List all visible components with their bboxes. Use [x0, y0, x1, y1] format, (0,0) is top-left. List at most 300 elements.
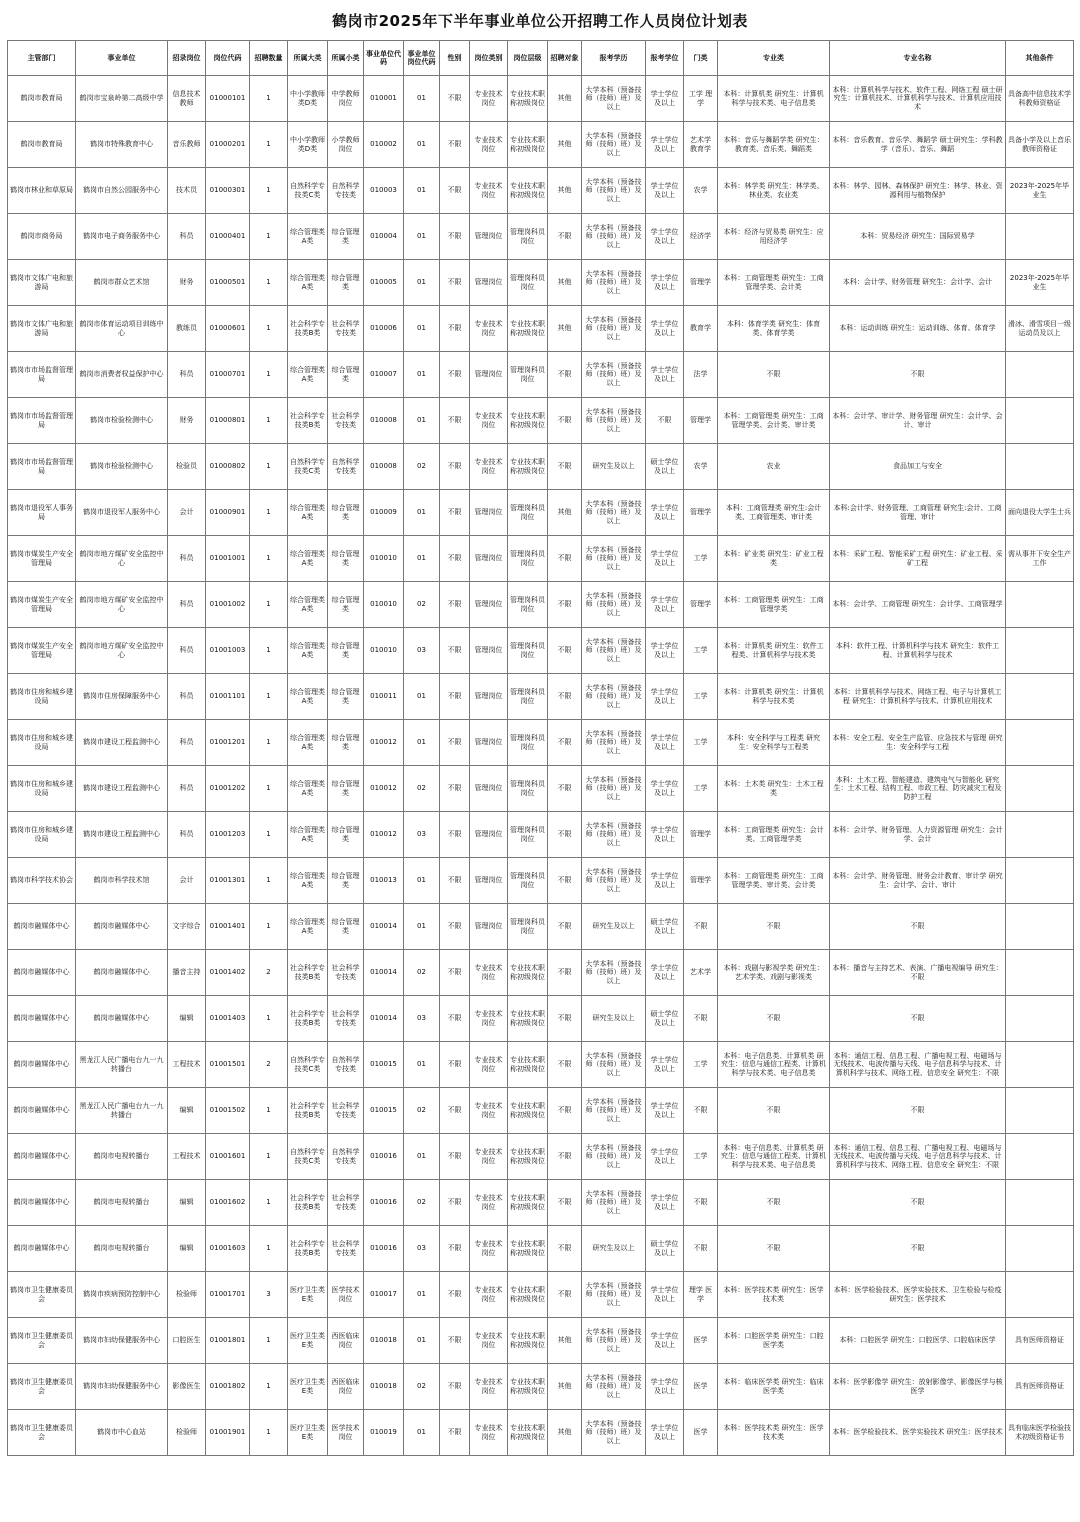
cell-target: 不限	[548, 674, 582, 720]
cell-education: 研究生及以上	[582, 996, 646, 1042]
cell-minor-category: 综合管理类	[328, 214, 364, 260]
cell-count: 1	[250, 996, 288, 1042]
cell-dept: 鹤岗市融媒体中心	[8, 1134, 76, 1180]
cell-discipline: 艺术学	[684, 950, 718, 996]
cell-gender: 不限	[440, 1272, 470, 1318]
cell-post-code: 01001001	[206, 536, 250, 582]
cell-post-code: 01000401	[206, 214, 250, 260]
cell-discipline: 农学	[684, 444, 718, 490]
cell-minor-category: 西医临床岗位	[328, 1364, 364, 1410]
cell-education: 大学本科（预备技师（技师）班）及以上	[582, 674, 646, 720]
cell-post-level: 专业技术职称初级岗位	[508, 1410, 548, 1456]
cell-gender: 不限	[440, 1410, 470, 1456]
cell-major-category: 综合管理类A类	[288, 260, 328, 306]
cell-education: 大学本科（预备技师（技师）班）及以上	[582, 1134, 646, 1180]
cell-post-type: 管理岗位	[470, 904, 508, 950]
cell-post-code: 01001901	[206, 1410, 250, 1456]
cell-major-class: 本科：工商管理类 研究生：工商管理学类、会计类	[718, 260, 830, 306]
cell-major-name: 本科：土木工程、智能建造、建筑电气与智能化 研究生：土木工程、结构工程、市政工程、防灾减灾工程及防护工程	[830, 766, 1006, 812]
cell-discipline: 工学	[684, 674, 718, 720]
cell-count: 1	[250, 398, 288, 444]
table-row	[8, 766, 1074, 812]
cell-minor-category: 综合管理类	[328, 628, 364, 674]
cell-other	[1006, 950, 1074, 996]
cell-dept: 鹤岗市文体广电和旅游局	[8, 260, 76, 306]
table-row	[8, 812, 1074, 858]
cell-target: 不限	[548, 1134, 582, 1180]
cell-target: 不限	[548, 1272, 582, 1318]
cell-degree: 学士学位及以上	[646, 1042, 684, 1088]
cell-gender: 不限	[440, 168, 470, 214]
cell-target: 其他	[548, 260, 582, 306]
cell-major-class: 本科：口腔医学类 研究生：口腔医学类	[718, 1318, 830, 1364]
cell-minor-category: 综合管理类	[328, 490, 364, 536]
cell-post-code: 01001603	[206, 1226, 250, 1272]
cell-count: 1	[250, 720, 288, 766]
cell-post: 检验师	[168, 1272, 206, 1318]
cell-major-name: 本科：会计学、审计学、财务管理 研究生：会计学、会计、审计	[830, 398, 1006, 444]
cell-major-category: 社会科学专技类B类	[288, 996, 328, 1042]
cell-unit-post-code: 01	[404, 260, 440, 306]
cell-post-type: 专业技术岗位	[470, 950, 508, 996]
cell-other	[1006, 904, 1074, 950]
cell-post-level: 专业技术职称初级岗位	[508, 1134, 548, 1180]
cell-education: 大学本科（预备技师（技师）班）及以上	[582, 1088, 646, 1134]
table-row	[8, 1042, 1074, 1088]
cell-unit-post-code: 02	[404, 1088, 440, 1134]
cell-major-name: 不限	[830, 904, 1006, 950]
cell-unit: 鹤岗市地方煤矿安全监控中心	[76, 536, 168, 582]
cell-major-category: 综合管理类A类	[288, 812, 328, 858]
cell-post: 财务	[168, 260, 206, 306]
cell-target: 不限	[548, 398, 582, 444]
cell-unit: 鹤岗市退役军人服务中心	[76, 490, 168, 536]
cell-unit-code: 010001	[364, 76, 404, 122]
cell-unit-code: 010008	[364, 444, 404, 490]
cell-count: 1	[250, 352, 288, 398]
cell-minor-category: 自然科学专技类	[328, 1134, 364, 1180]
cell-major-name: 不限	[830, 1226, 1006, 1272]
cell-count: 1	[250, 306, 288, 352]
cell-dept: 鹤岗市融媒体中心	[8, 904, 76, 950]
cell-discipline: 管理学	[684, 398, 718, 444]
cell-target: 不限	[548, 1042, 582, 1088]
cell-major-category: 医疗卫生类E类	[288, 1410, 328, 1456]
cell-discipline: 管理学	[684, 490, 718, 536]
cell-degree: 学士学位及以上	[646, 214, 684, 260]
cell-unit-post-code: 02	[404, 766, 440, 812]
cell-post-code: 01001802	[206, 1364, 250, 1410]
cell-minor-category: 综合管理类	[328, 858, 364, 904]
cell-dept: 鹤岗市卫生健康委员会	[8, 1272, 76, 1318]
cell-gender: 不限	[440, 628, 470, 674]
cell-major-name: 本科：软件工程、计算机科学与技术 研究生：软件工程、计算机科学与技术	[830, 628, 1006, 674]
cell-target: 不限	[548, 352, 582, 398]
cell-discipline: 理学 医学	[684, 1272, 718, 1318]
cell-unit: 鹤岗市电视转播台	[76, 1226, 168, 1272]
cell-other: 需从事井下安全生产工作	[1006, 536, 1074, 582]
cell-other	[1006, 1042, 1074, 1088]
cell-unit-code: 010007	[364, 352, 404, 398]
header-target: 招聘对象	[548, 41, 582, 76]
cell-major-category: 综合管理类A类	[288, 720, 328, 766]
cell-other: 具有医师资格证	[1006, 1318, 1074, 1364]
cell-education: 大学本科（预备技师（技师）班）及以上	[582, 582, 646, 628]
cell-count: 1	[250, 214, 288, 260]
header-post: 招录岗位	[168, 41, 206, 76]
cell-education: 大学本科（预备技师（技师）班）及以上	[582, 1364, 646, 1410]
cell-target: 不限	[548, 1180, 582, 1226]
cell-unit-code: 010018	[364, 1318, 404, 1364]
cell-post: 信息技术教师	[168, 76, 206, 122]
cell-major-name: 本科：音乐教育、音乐学、舞蹈学 硕士研究生：学科教学（音乐）、音乐、舞蹈	[830, 122, 1006, 168]
cell-major-name: 本科：医学影像学 研究生：放射影像学、影像医学与核医学	[830, 1364, 1006, 1410]
cell-dept: 鹤岗市市场监督管理局	[8, 398, 76, 444]
cell-post-type: 管理岗位	[470, 628, 508, 674]
cell-major-category: 社会科学专技类B类	[288, 306, 328, 352]
cell-major-category: 医疗卫生类E类	[288, 1364, 328, 1410]
cell-minor-category: 自然科学专技类	[328, 1042, 364, 1088]
cell-other	[1006, 1134, 1074, 1180]
cell-minor-category: 综合管理类	[328, 352, 364, 398]
cell-discipline: 教育学	[684, 306, 718, 352]
cell-unit-code: 010014	[364, 996, 404, 1042]
cell-major-category: 社会科学专技类B类	[288, 1180, 328, 1226]
header-degree: 报考学位	[646, 41, 684, 76]
table-row	[8, 490, 1074, 536]
cell-count: 2	[250, 1042, 288, 1088]
cell-target: 其他	[548, 1318, 582, 1364]
cell-gender: 不限	[440, 858, 470, 904]
cell-dept: 鹤岗市融媒体中心	[8, 1180, 76, 1226]
cell-unit: 鹤岗市体育运动项目训练中心	[76, 306, 168, 352]
cell-post-type: 管理岗位	[470, 720, 508, 766]
cell-unit: 鹤岗市宝泉岭第二高级中学	[76, 76, 168, 122]
header-major-name: 专业名称	[830, 41, 1006, 76]
cell-post-level: 管理岗科员岗位	[508, 766, 548, 812]
cell-unit: 鹤岗市科学技术馆	[76, 858, 168, 904]
table-row	[8, 352, 1074, 398]
cell-count: 1	[250, 1226, 288, 1272]
cell-unit: 鹤岗市融媒体中心	[76, 996, 168, 1042]
cell-post-level: 管理岗科员岗位	[508, 490, 548, 536]
cell-post-type: 管理岗位	[470, 260, 508, 306]
cell-post-type: 专业技术岗位	[470, 1318, 508, 1364]
cell-other	[1006, 1180, 1074, 1226]
cell-dept: 鹤岗市卫生健康委员会	[8, 1364, 76, 1410]
cell-post-code: 01001401	[206, 904, 250, 950]
cell-major-class: 本科：矿业类 研究生：矿业工程类	[718, 536, 830, 582]
cell-count: 1	[250, 444, 288, 490]
cell-education: 大学本科（预备技师（技师）班）及以上	[582, 812, 646, 858]
cell-post-level: 专业技术职称初级岗位	[508, 1272, 548, 1318]
cell-count: 1	[250, 628, 288, 674]
cell-degree: 学士学位及以上	[646, 122, 684, 168]
cell-count: 1	[250, 858, 288, 904]
cell-post-level: 专业技术职称初级岗位	[508, 122, 548, 168]
cell-unit-code: 010009	[364, 490, 404, 536]
cell-dept: 鹤岗市教育局	[8, 76, 76, 122]
cell-other	[1006, 582, 1074, 628]
cell-post-type: 专业技术岗位	[470, 1042, 508, 1088]
recruitment-plan-table	[7, 40, 1074, 1456]
cell-post-level: 管理岗科员岗位	[508, 628, 548, 674]
cell-post-level: 专业技术职称初级岗位	[508, 996, 548, 1042]
cell-post-code: 01000802	[206, 444, 250, 490]
table-row	[8, 1226, 1074, 1272]
cell-target: 不限	[548, 1088, 582, 1134]
cell-target: 其他	[548, 306, 582, 352]
cell-post-code: 01000801	[206, 398, 250, 444]
cell-major-class: 本科：医学技术类 研究生：医学技术类	[718, 1410, 830, 1456]
cell-target: 其他	[548, 1410, 582, 1456]
cell-dept: 鹤岗市住房和城乡建设局	[8, 812, 76, 858]
cell-post: 工程技术	[168, 1042, 206, 1088]
cell-gender: 不限	[440, 306, 470, 352]
cell-gender: 不限	[440, 352, 470, 398]
cell-minor-category: 综合管理类	[328, 536, 364, 582]
cell-dept: 鹤岗市教育局	[8, 122, 76, 168]
cell-post-type: 专业技术岗位	[470, 306, 508, 352]
table-row	[8, 398, 1074, 444]
cell-discipline: 法学	[684, 352, 718, 398]
cell-dept: 鹤岗市住房和城乡建设局	[8, 674, 76, 720]
cell-post-type: 管理岗位	[470, 812, 508, 858]
cell-gender: 不限	[440, 260, 470, 306]
cell-gender: 不限	[440, 1088, 470, 1134]
cell-minor-category: 社会科学专技类	[328, 306, 364, 352]
cell-post-level: 管理岗科员岗位	[508, 536, 548, 582]
cell-minor-category: 社会科学专技类	[328, 1180, 364, 1226]
cell-other: 具有临床医学检验技术初级资格证书	[1006, 1410, 1074, 1456]
cell-other	[1006, 766, 1074, 812]
cell-unit-post-code: 01	[404, 398, 440, 444]
cell-degree: 学士学位及以上	[646, 1180, 684, 1226]
cell-discipline: 不限	[684, 1226, 718, 1272]
cell-minor-category: 综合管理类	[328, 812, 364, 858]
cell-unit-post-code: 02	[404, 444, 440, 490]
cell-post-type: 管理岗位	[470, 674, 508, 720]
cell-dept: 鹤岗市融媒体中心	[8, 996, 76, 1042]
cell-post: 口腔医生	[168, 1318, 206, 1364]
table-row	[8, 1134, 1074, 1180]
cell-target: 不限	[548, 904, 582, 950]
cell-unit-post-code: 01	[404, 904, 440, 950]
cell-major-name: 本科：计算机科学与技术、软件工程、网络工程 硕士研究生：计算机技术、计算机科学与技术、计算机应用技术	[830, 76, 1006, 122]
cell-post-level: 管理岗科员岗位	[508, 582, 548, 628]
cell-major-class: 本科：工商管理类 研究生：工商管理学类、审计类、会计类	[718, 858, 830, 904]
cell-gender: 不限	[440, 582, 470, 628]
cell-unit-post-code: 01	[404, 858, 440, 904]
cell-unit: 鹤岗市中心血站	[76, 1410, 168, 1456]
cell-unit-code: 010003	[364, 168, 404, 214]
cell-gender: 不限	[440, 76, 470, 122]
cell-post-type: 管理岗位	[470, 214, 508, 260]
header-education: 报考学历	[582, 41, 646, 76]
cell-unit: 鹤岗市地方煤矿安全监控中心	[76, 582, 168, 628]
cell-education: 研究生及以上	[582, 444, 646, 490]
cell-major-category: 自然科学专技类C类	[288, 1134, 328, 1180]
cell-minor-category: 社会科学专技类	[328, 950, 364, 996]
cell-unit: 鹤岗市检验检测中心	[76, 444, 168, 490]
cell-degree: 学士学位及以上	[646, 812, 684, 858]
cell-target: 不限	[548, 812, 582, 858]
cell-dept: 鹤岗市市场监督管理局	[8, 444, 76, 490]
cell-education: 大学本科（预备技师（技师）班）及以上	[582, 1042, 646, 1088]
cell-major-name: 不限	[830, 352, 1006, 398]
header-count: 招聘数量	[250, 41, 288, 76]
cell-major-name: 本科：会计学、财务管理、财务会计教育、审计学 研究生：会计学、会计、审计	[830, 858, 1006, 904]
cell-unit-post-code: 01	[404, 76, 440, 122]
cell-post-level: 管理岗科员岗位	[508, 904, 548, 950]
cell-minor-category: 社会科学专技类	[328, 1088, 364, 1134]
cell-major-name: 本科：口腔医学 研究生：口腔医学、口腔临床医学	[830, 1318, 1006, 1364]
cell-education: 大学本科（预备技师（技师）班）及以上	[582, 168, 646, 214]
cell-major-name: 本科：会计学、财务管理 研究生：会计学、会计	[830, 260, 1006, 306]
cell-major-class: 本科：林学类 研究生：林学类、林业类、农业类	[718, 168, 830, 214]
cell-count: 1	[250, 76, 288, 122]
cell-unit-post-code: 01	[404, 306, 440, 352]
cell-unit: 鹤岗市电视转播台	[76, 1180, 168, 1226]
cell-other: 具备小学及以上音乐教师资格证	[1006, 122, 1074, 168]
cell-minor-category: 自然科学专技类	[328, 168, 364, 214]
cell-dept: 鹤岗市融媒体中心	[8, 1226, 76, 1272]
cell-target: 不限	[548, 582, 582, 628]
cell-post: 会计	[168, 858, 206, 904]
cell-discipline: 工学	[684, 628, 718, 674]
table-row	[8, 1410, 1074, 1456]
cell-minor-category: 社会科学专技类	[328, 398, 364, 444]
cell-unit-code: 010012	[364, 720, 404, 766]
cell-post-type: 管理岗位	[470, 858, 508, 904]
cell-dept: 鹤岗市卫生健康委员会	[8, 1318, 76, 1364]
cell-other	[1006, 214, 1074, 260]
cell-major-name: 本科：采矿工程、智能采矿工程 研究生：矿业工程、采矿工程	[830, 536, 1006, 582]
cell-degree: 学士学位及以上	[646, 536, 684, 582]
cell-unit: 黑龙江人民广播电台九一九转播台	[76, 1042, 168, 1088]
cell-major-name: 本科：安全工程、安全生产监管、应急技术与管理 研究生：安全科学与工程	[830, 720, 1006, 766]
cell-major-category: 综合管理类A类	[288, 674, 328, 720]
cell-gender: 不限	[440, 1318, 470, 1364]
cell-education: 大学本科（预备技师（技师）班）及以上	[582, 1318, 646, 1364]
cell-unit-post-code: 03	[404, 812, 440, 858]
cell-education: 大学本科（预备技师（技师）班）及以上	[582, 352, 646, 398]
cell-target: 其他	[548, 168, 582, 214]
cell-major-class: 不限	[718, 1088, 830, 1134]
cell-unit-code: 010015	[364, 1042, 404, 1088]
table-row	[8, 1088, 1074, 1134]
cell-major-class: 本科：工商管理类 研究生：工商管理学类	[718, 582, 830, 628]
cell-post: 科员	[168, 812, 206, 858]
cell-post: 编辑	[168, 1226, 206, 1272]
cell-gender: 不限	[440, 398, 470, 444]
cell-minor-category: 社会科学专技类	[328, 996, 364, 1042]
table-header-row	[8, 41, 1074, 76]
cell-post: 科员	[168, 214, 206, 260]
cell-post-code: 01001501	[206, 1042, 250, 1088]
cell-major-name: 本科：会计学、工商管理 研究生：会计学、工商管理学	[830, 582, 1006, 628]
cell-major-class: 不限	[718, 1226, 830, 1272]
cell-major-class: 本科：电子信息类、计算机类 研究生：信息与通信工程类、计算机科学与技术类、电子信息类	[718, 1042, 830, 1088]
cell-post-code: 01001202	[206, 766, 250, 812]
cell-discipline: 管理学	[684, 812, 718, 858]
cell-major-category: 社会科学专技类B类	[288, 1088, 328, 1134]
cell-unit-code: 010004	[364, 214, 404, 260]
cell-count: 1	[250, 1134, 288, 1180]
cell-count: 3	[250, 1272, 288, 1318]
cell-unit-code: 010014	[364, 904, 404, 950]
cell-dept: 鹤岗市煤炭生产安全管理局	[8, 628, 76, 674]
cell-target: 不限	[548, 628, 582, 674]
cell-dept: 鹤岗市商务局	[8, 214, 76, 260]
cell-major-class: 本科：土木类 研究生：土木工程类	[718, 766, 830, 812]
cell-discipline: 不限	[684, 904, 718, 950]
cell-count: 1	[250, 260, 288, 306]
cell-major-category: 综合管理类A类	[288, 858, 328, 904]
cell-unit: 鹤岗市融媒体中心	[76, 904, 168, 950]
cell-post: 技术员	[168, 168, 206, 214]
cell-unit: 鹤岗市妇幼保健服务中心	[76, 1318, 168, 1364]
cell-post: 文字综合	[168, 904, 206, 950]
cell-discipline: 管理学	[684, 582, 718, 628]
recruitment-table-container	[7, 40, 1073, 1456]
cell-discipline: 不限	[684, 996, 718, 1042]
cell-gender: 不限	[440, 214, 470, 260]
cell-degree: 学士学位及以上	[646, 260, 684, 306]
cell-target: 不限	[548, 996, 582, 1042]
cell-major-name: 本科：医学检验技术、医学实验技术 研究生：医学技术	[830, 1410, 1006, 1456]
cell-degree: 学士学位及以上	[646, 1364, 684, 1410]
cell-discipline: 经济学	[684, 214, 718, 260]
cell-post: 编辑	[168, 996, 206, 1042]
cell-minor-category: 中学教师岗位	[328, 76, 364, 122]
cell-degree: 学士学位及以上	[646, 76, 684, 122]
cell-education: 大学本科（预备技师（技师）班）及以上	[582, 260, 646, 306]
cell-count: 1	[250, 168, 288, 214]
cell-unit: 鹤岗市建设工程监测中心	[76, 812, 168, 858]
cell-unit-code: 010012	[364, 812, 404, 858]
cell-education: 大学本科（预备技师（技师）班）及以上	[582, 766, 646, 812]
table-row	[8, 76, 1074, 122]
cell-degree: 学士学位及以上	[646, 582, 684, 628]
cell-post-code: 01000501	[206, 260, 250, 306]
cell-major-class: 本科：计算机类 研究生：计算机科学与技术类、电子信息类	[718, 76, 830, 122]
cell-count: 1	[250, 1364, 288, 1410]
cell-education: 大学本科（预备技师（技师）班）及以上	[582, 490, 646, 536]
cell-unit-code: 010011	[364, 674, 404, 720]
cell-post-code: 01000101	[206, 76, 250, 122]
table-row	[8, 306, 1074, 352]
cell-major-category: 综合管理类A类	[288, 582, 328, 628]
cell-unit-code: 010005	[364, 260, 404, 306]
cell-unit: 鹤岗市住房保障服务中心	[76, 674, 168, 720]
cell-gender: 不限	[440, 444, 470, 490]
cell-post: 科员	[168, 352, 206, 398]
cell-discipline: 管理学	[684, 858, 718, 904]
cell-post-level: 专业技术职称初级岗位	[508, 76, 548, 122]
cell-dept: 鹤岗市退役军人事务局	[8, 490, 76, 536]
cell-unit-post-code: 03	[404, 628, 440, 674]
cell-post-code: 01001003	[206, 628, 250, 674]
cell-unit-post-code: 03	[404, 996, 440, 1042]
cell-major-name: 本科:会计学、财务管理、工商管理 研究生:会计、工商管理、审计	[830, 490, 1006, 536]
cell-other	[1006, 812, 1074, 858]
cell-post: 教练员	[168, 306, 206, 352]
cell-major-name: 本科：会计学、财务管理、人力资源管理 研究生：会计学、会计	[830, 812, 1006, 858]
cell-post-type: 专业技术岗位	[470, 1180, 508, 1226]
cell-degree: 学士学位及以上	[646, 1088, 684, 1134]
cell-post-level: 专业技术职称初级岗位	[508, 306, 548, 352]
